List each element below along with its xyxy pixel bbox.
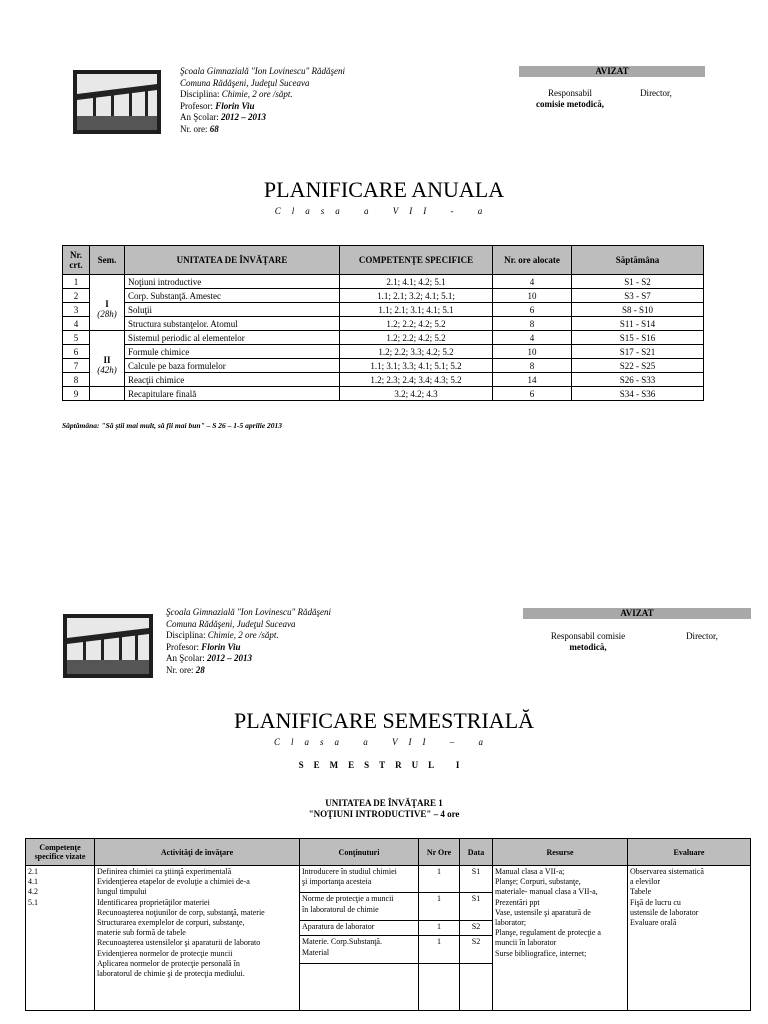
ore-cell: 1 xyxy=(419,920,460,936)
col-data: Data xyxy=(460,839,493,866)
content-cell xyxy=(300,936,419,964)
competenta: 2.1 xyxy=(28,867,38,876)
row-unit: Formule chimice xyxy=(125,345,340,359)
data-cell: S1 xyxy=(460,866,493,893)
discipline-label: Disciplina: xyxy=(166,630,208,640)
table-row xyxy=(63,373,704,387)
year-label: An Şcolar: xyxy=(180,112,221,122)
table-row xyxy=(63,359,704,373)
row-unit: Sistemul periodic al elementelor xyxy=(125,331,340,345)
resursa: Surse bibliografice, internet; xyxy=(495,948,587,958)
row-comp: 2.1; 4.1; 4.2; 5.1 xyxy=(340,275,493,289)
teacher-value: Florin Viu xyxy=(215,100,255,111)
school-header xyxy=(180,66,345,135)
row-weeks: S1 - S2 xyxy=(572,275,704,289)
school-logo xyxy=(73,70,161,134)
avizat-label: AVIZAT xyxy=(519,66,705,77)
semester-heading: SEMESTRUL I xyxy=(298,760,470,770)
evaluare-item: Observarea sistematică xyxy=(630,867,704,876)
row-hours: 4 xyxy=(493,275,572,289)
row-comp: 1.1; 2.1; 3.1; 4.1; 5.1 xyxy=(340,303,493,317)
row-hours: 8 xyxy=(493,359,572,373)
row-unit: Calcule pe baza formulelor xyxy=(125,359,340,373)
discipline-label: Disciplina: xyxy=(180,89,222,99)
annual-plan-table xyxy=(62,245,704,401)
school-address: Comuna Rădăşeni, Judeţul Suceava xyxy=(166,618,296,629)
activitate: Structurarea exemplelor de corpuri, substanţe, xyxy=(97,918,245,928)
unit-line2: "NOŢIUNI INTRODUCTIVE" – 4 ore xyxy=(308,809,460,819)
activitate: lungul timpului xyxy=(97,887,147,897)
row-hours: 10 xyxy=(493,345,572,359)
table-note: Săptămâna: "Să ştii mai mult, să fii mai bun" – S 26 – 1-5 aprilie 2013 xyxy=(62,421,283,430)
row-unit: Soluţii xyxy=(125,303,340,317)
ore-cell: 1 xyxy=(419,893,460,920)
activitate: Definirea chimiei ca ştiinţă experimentală xyxy=(97,867,232,876)
col-activitati: Activităţi de învăţare xyxy=(95,839,300,866)
hours-value: 28 xyxy=(195,664,205,675)
ore-cell: 1 xyxy=(419,866,460,893)
avizat-label-2: AVIZAT xyxy=(523,608,751,619)
page-subtitle-2: Clasa a VII – a xyxy=(274,737,494,747)
responsabil-signature xyxy=(520,88,620,110)
row-weeks: S26 - S33 xyxy=(572,373,704,387)
content-line: şi importanţa acesteia xyxy=(302,877,372,887)
evaluare-item: a elevilor xyxy=(630,877,660,887)
empty-cell xyxy=(419,964,460,1011)
school-name: Şcoala Gimnazială "Ion Lovinescu" Rădăşeni xyxy=(180,66,346,76)
semester-1 xyxy=(90,289,125,331)
activitate: Aplicarea normelor de protecţie personală în xyxy=(97,958,240,968)
row-weeks: S15 - S16 xyxy=(572,331,704,345)
school-name: Şcoala Gimnazială "Ion Lovinescu" Rădăşeni xyxy=(166,607,332,617)
semester-1-name: I xyxy=(105,299,109,310)
teacher-label: Profesor: xyxy=(180,100,216,111)
row-nr: 6 xyxy=(63,345,90,359)
activitate: laboratorul de chimie şi de protecţia mediului. xyxy=(97,969,245,979)
activitate: Evidenţierea normelor de protecţie muncii xyxy=(97,948,233,958)
sem-spacer xyxy=(90,275,125,289)
table-row xyxy=(63,303,704,317)
discipline-value: Chimie, 2 ore /săpt. xyxy=(207,630,279,640)
row-weeks: S34 - S36 xyxy=(572,387,704,401)
sem-spacer xyxy=(90,387,125,401)
year-value: 2012 – 2013 xyxy=(207,653,252,663)
school-logo-2 xyxy=(63,614,153,678)
row-hours: 14 xyxy=(493,373,572,387)
row-weeks: S17 - S21 xyxy=(572,345,704,359)
hours-label: Nr. ore: xyxy=(180,123,210,134)
row-nr: 7 xyxy=(63,359,90,373)
hours-value: 68 xyxy=(209,123,219,134)
empty-cell xyxy=(460,964,493,1011)
responsabil-line2: comisie metodică, xyxy=(536,99,604,109)
row-weeks: S22 - S25 xyxy=(572,359,704,373)
resursa: materiale- manual clasa a VII-a, xyxy=(495,887,598,897)
table-row xyxy=(63,331,704,345)
row-nr: 8 xyxy=(63,373,90,387)
semester-1-hours: (28h) xyxy=(97,309,117,320)
row-weeks: S11 - S14 xyxy=(572,317,704,331)
responsabil-line2: metodică, xyxy=(569,642,607,652)
director-signature: Director, xyxy=(640,88,672,98)
row-comp: 1.2; 2.2; 3.3; 4.2; 5.2 xyxy=(340,345,493,359)
school-header-2 xyxy=(166,607,331,676)
evaluare-list xyxy=(628,866,751,1011)
row-nr: 9 xyxy=(63,387,90,401)
page-subtitle: Clasa a VII - a xyxy=(274,206,494,216)
responsabil-line1: Responsabil xyxy=(548,88,592,98)
row-comp: 1.2; 2.2; 4.2; 5.2 xyxy=(340,331,493,345)
col-weeks: Săptămâna xyxy=(572,246,704,275)
sem-spacer xyxy=(90,331,125,345)
table-row xyxy=(63,387,704,401)
evaluare-item: Fişă de lucru cu xyxy=(630,897,681,907)
row-unit: Reacţii chimice xyxy=(125,373,340,387)
semester-2 xyxy=(90,345,125,387)
content-line: Aparatura de laborator xyxy=(302,921,375,931)
content-line: în laboratorul de chimie xyxy=(302,904,379,914)
row-hours: 8 xyxy=(493,317,572,331)
row-hours: 4 xyxy=(493,331,572,345)
content-cell xyxy=(300,920,419,936)
data-cell: S1 xyxy=(460,893,493,920)
content-line: Introducere în studiul chimiei xyxy=(302,867,397,876)
responsabil-signature-2 xyxy=(532,631,644,653)
content-cell xyxy=(300,893,419,920)
activitate: Identificarea proprietăţilor materiei xyxy=(97,897,210,907)
col-hours: Nr. ore alocate xyxy=(493,246,572,275)
row-nr: 1 xyxy=(63,275,90,289)
teacher-label: Profesor: xyxy=(166,641,202,652)
resursa: Planşe; Corpuri, substanţe, xyxy=(495,877,581,887)
unit-line1: UNITATEA DE ÎNVĂŢARE 1 xyxy=(325,798,443,808)
row-unit: Structura substanţelor. Atomul xyxy=(125,317,340,331)
competenta: 5.1 xyxy=(28,897,38,907)
row-unit: Corp. Substanţă. Amestec xyxy=(125,289,340,303)
table-row xyxy=(63,289,704,303)
resursa: Manual clasa a VII-a; xyxy=(495,867,565,876)
teacher-value: Florin Viu xyxy=(201,641,241,652)
content-line: Material xyxy=(302,947,330,957)
row-nr: 2 xyxy=(63,289,90,303)
resursa: Planşe, regulament de protecţie a xyxy=(495,928,601,938)
semester-2-name: II xyxy=(103,355,111,366)
row-nr: 5 xyxy=(63,331,90,345)
resursa: Vase, ustensile şi aparatură de xyxy=(495,907,591,917)
activitate: materie sub formă de tabele xyxy=(97,928,186,938)
evaluare-item: ustensile de laborator xyxy=(630,907,699,917)
row-nr: 3 xyxy=(63,303,90,317)
col-competente: Competenţe specifice vizate xyxy=(26,839,95,866)
hours-label: Nr. ore: xyxy=(166,664,196,675)
evaluare-item: Evaluare orală xyxy=(630,918,677,928)
col-evaluare: Evaluare xyxy=(628,839,751,866)
row-weeks: S8 - S10 xyxy=(572,303,704,317)
table-row xyxy=(63,317,704,331)
row-comp: 1.2; 2.3; 2.4; 3.4; 4.3; 5.2 xyxy=(340,373,493,387)
row-hours: 10 xyxy=(493,289,572,303)
content-line: Materie. Corp.Substanţă. xyxy=(302,937,382,947)
responsabil-line1: Responsabil comisie xyxy=(550,631,626,641)
col-sem: Sem. xyxy=(90,246,125,275)
competenta: 4.1 xyxy=(28,877,38,887)
empty-cell xyxy=(300,964,419,1011)
table-row xyxy=(63,275,704,289)
evaluare-item: Tabele xyxy=(630,887,652,897)
resursa: laborator; xyxy=(495,918,527,928)
row-comp: 1.2; 2.2; 4.2; 5.2 xyxy=(340,317,493,331)
discipline-value: Chimie, 2 ore /săpt. xyxy=(221,89,293,99)
content-cell xyxy=(300,866,419,893)
row-comp: 1.1; 3.1; 3.3; 4.1; 5.1; 5.2 xyxy=(340,359,493,373)
director-signature-2: Director, xyxy=(686,631,718,641)
table-row xyxy=(63,345,704,359)
school-address: Comuna Rădăşeni, Judeţul Suceava xyxy=(180,77,310,88)
semester-plan-table xyxy=(25,838,751,1011)
year-label: An Şcolar: xyxy=(166,653,207,663)
semester-2-hours: (42h) xyxy=(97,365,117,376)
row-hours: 6 xyxy=(493,303,572,317)
year-value: 2012 – 2013 xyxy=(221,112,266,122)
row-unit: Noţiuni introductive xyxy=(125,275,340,289)
row-hours: 6 xyxy=(493,387,572,401)
row-comp: 3.2; 4.2; 4.3 xyxy=(340,387,493,401)
resurse-list xyxy=(493,866,628,1011)
row-nr: 4 xyxy=(63,317,90,331)
data-cell: S2 xyxy=(460,936,493,964)
table-row xyxy=(26,866,751,893)
competente-list xyxy=(26,866,95,1011)
activitate: Recunoaşterea noţiunilor de corp, substanţă, materie xyxy=(97,907,265,917)
activitate: Recunoaşterea ustensilelor şi aparaturii de laborato xyxy=(97,938,261,948)
unit-heading xyxy=(0,798,768,820)
col-unit: UNITATEA DE ÎNVĂŢARE xyxy=(125,246,340,275)
col-ore: Nr Ore xyxy=(419,839,460,866)
row-comp: 1.1; 2.1; 3.2; 4.1; 5.1; xyxy=(340,289,493,303)
col-nr: Nr. crt. xyxy=(63,246,90,275)
col-resurse: Resurse xyxy=(493,839,628,866)
data-cell: S2 xyxy=(460,920,493,936)
col-continuturi: Conţinuturi xyxy=(300,839,419,866)
page-title-2: PLANIFICARE SEMESTRIALĂ xyxy=(233,708,535,733)
content-line: Norme de protecţie a muncii xyxy=(302,894,394,904)
resursa: muncii în laborator xyxy=(495,938,557,948)
ore-cell: 1 xyxy=(419,936,460,964)
row-weeks: S3 - S7 xyxy=(572,289,704,303)
row-unit: Recapitulare finală xyxy=(125,387,340,401)
activitati-list xyxy=(95,866,300,1011)
activitate: Evidenţierea etapelor de evoluţie a chimiei de-a xyxy=(97,877,250,887)
page-title: PLANIFICARE ANUALA xyxy=(263,177,505,202)
resursa: Prezentări ppt xyxy=(495,897,540,907)
col-comp: COMPETENŢE SPECIFICE xyxy=(340,246,493,275)
competenta: 4.2 xyxy=(28,887,38,897)
